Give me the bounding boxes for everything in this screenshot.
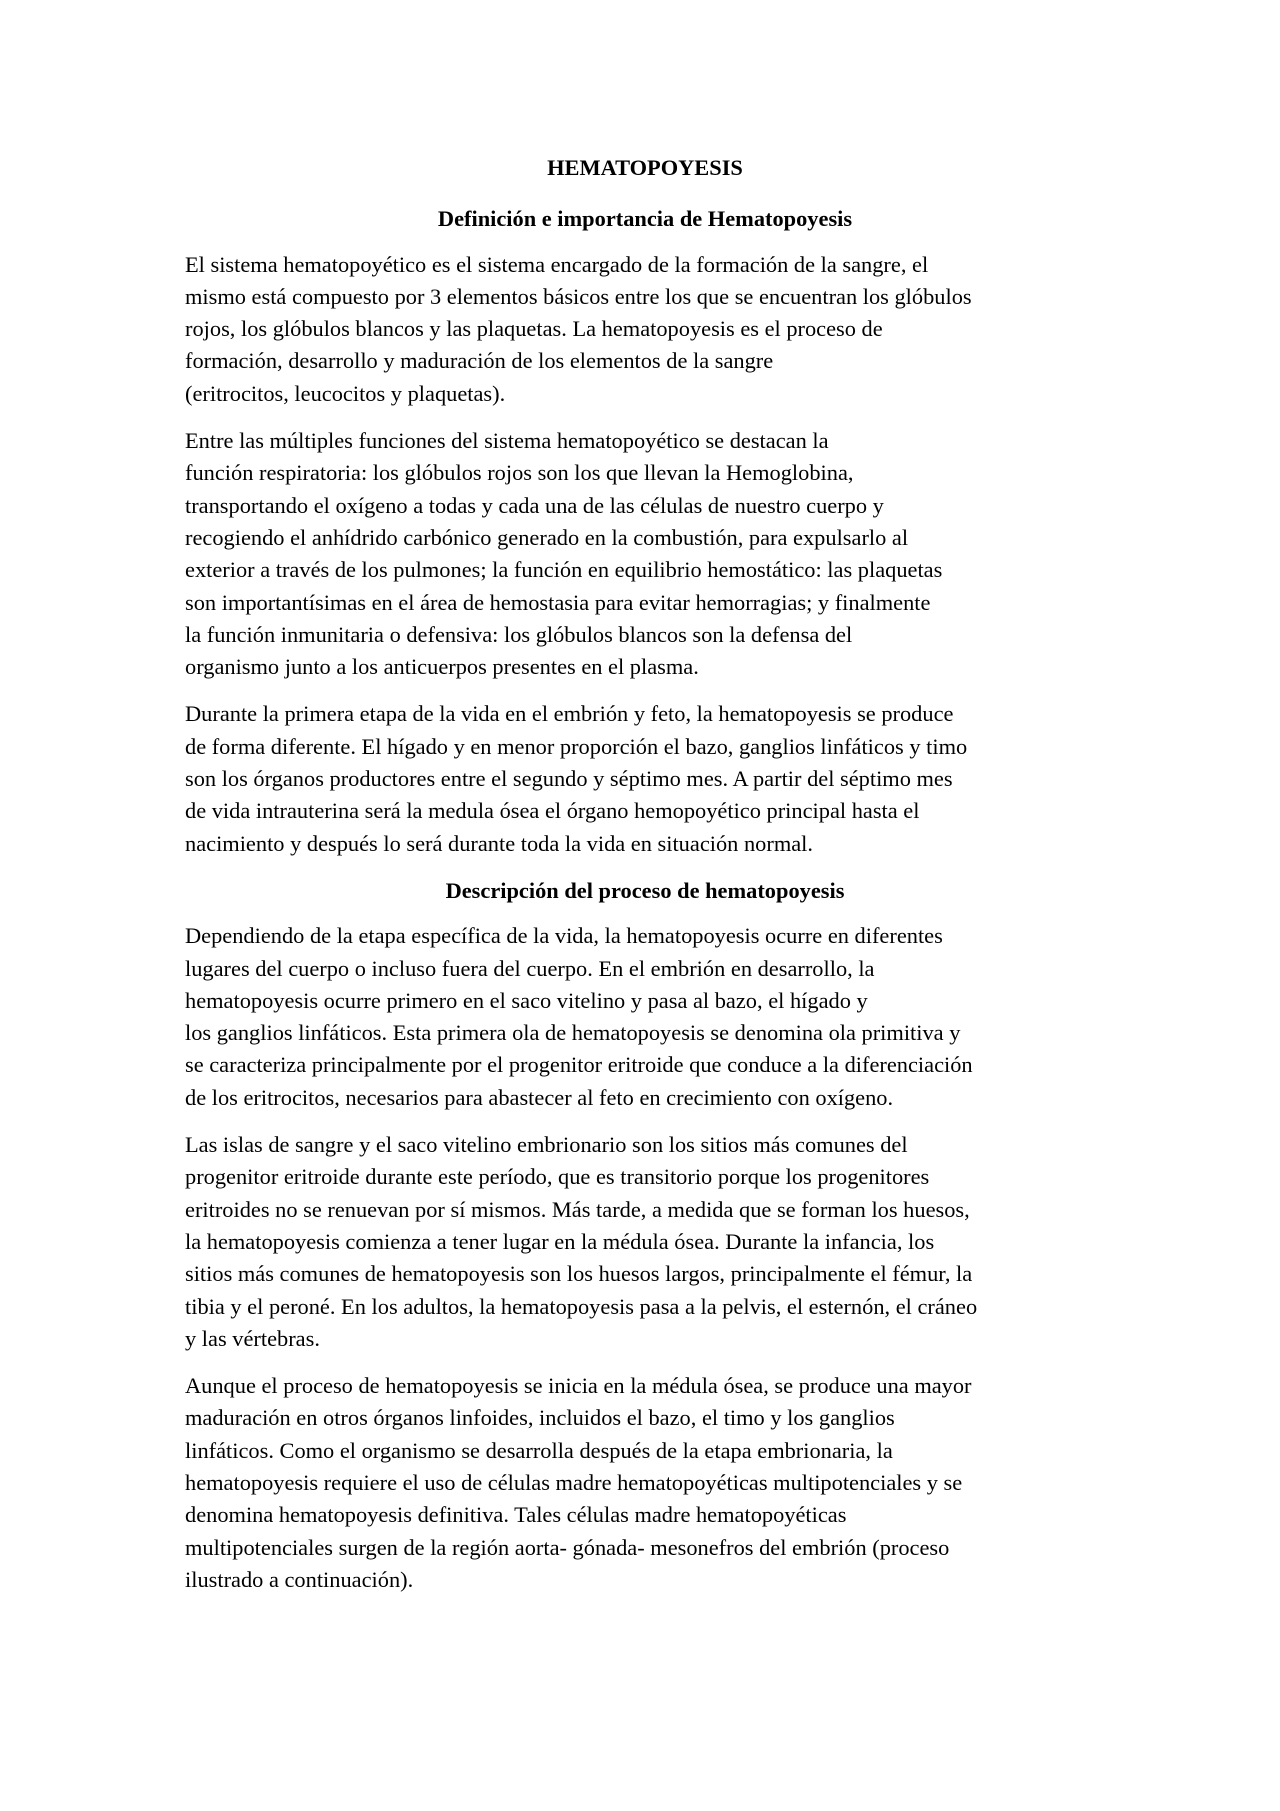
- text-line: la función inmunitaria o defensiva: los glóbulos blancos son la defensa del: [185, 621, 853, 647]
- text-line: exterior a través de los pulmones; la función en equilibrio hemostático: las plaquetas: [185, 557, 943, 583]
- text-line: organismo junto a los anticuerpos presentes en el plasma.: [185, 654, 699, 680]
- text-line: multipotenciales surgen de la región aorta- gónada- mesonefros del embrión (proceso: [185, 1534, 950, 1560]
- text-line: eritroides no se renuevan por sí mismos. Más tarde, a medida que se forman los huesos,: [185, 1196, 970, 1222]
- text-line: de los eritrocitos, necesarios para abastecer al feto en crecimiento con oxígeno.: [185, 1084, 894, 1110]
- text-line: progenitor eritroide durante este período, que es transitorio porque los progenitores: [185, 1164, 930, 1190]
- text-line: son importantísimas en el área de hemostasia para evitar hemorragias; y finalmente: [185, 589, 931, 615]
- text-line: hematopoyesis ocurre primero en el saco vitelino y pasa al bazo, el hígado y: [185, 987, 868, 1013]
- text-line: formación, desarrollo y maduración de los elementos de la sangre: [185, 348, 774, 374]
- text-line: tibia y el peroné. En los adultos, la hematopoyesis pasa a la pelvis, el esternón, el cráneo: [185, 1293, 978, 1319]
- text-line: Aunque el proceso de hematopoyesis se inicia en la médula ósea, se produce una mayor: [185, 1373, 972, 1399]
- text-line: nacimiento y después lo será durante toda la vida en situación normal.: [185, 830, 813, 856]
- text-line: y las vértebras.: [185, 1325, 320, 1351]
- text-line: función respiratoria: los glóbulos rojos son los que llevan la Hemoglobina,: [185, 460, 854, 486]
- text-line: hematopoyesis requiere el uso de células madre hematopoyéticas multipotenciales y se: [185, 1469, 963, 1495]
- paragraph: [185, 249, 1105, 410]
- text-line: rojos, los glóbulos blancos y las plaquetas. La hematopoyesis es el proceso de: [185, 316, 883, 342]
- text-line: transportando el oxígeno a todas y cada una de las células de nuestro cuerpo y: [185, 492, 884, 518]
- text-line: los ganglios linfáticos. Esta primera ola de hematopoyesis se denomina ola primitiva y: [185, 1020, 961, 1046]
- text-line: denomina hematopoyesis definitiva. Tales células madre hematopoyéticas: [185, 1502, 847, 1528]
- text-line: mismo está compuesto por 3 elementos básicos entre los que se encuentran los glóbulos: [185, 283, 972, 309]
- text-line: la hematopoyesis comienza a tener lugar en la médula ósea. Durante la infancia, los: [185, 1228, 935, 1254]
- text-line: linfáticos. Como el organismo se desarrolla después de la etapa embrionaria, la: [185, 1437, 893, 1463]
- text-line: de vida intrauterina será la medula ósea el órgano hemopoyético principal hasta el: [185, 798, 920, 824]
- text-line: Entre las múltiples funciones del sistema hematopoyético se destacan la: [185, 428, 829, 454]
- text-line: recogiendo el anhídrido carbónico generado en la combustión, para expulsarlo al: [185, 524, 909, 550]
- text-line: maduración en otros órganos linfoides, incluidos el bazo, el timo y los ganglios: [185, 1405, 895, 1431]
- text-line: ilustrado a continuación).: [185, 1566, 414, 1592]
- text-line: son los órganos productores entre el segundo y séptimo mes. A partir del séptimo mes: [185, 766, 953, 792]
- document-title: HEMATOPOYESIS: [547, 155, 743, 180]
- text-line: Dependiendo de la etapa específica de la vida, la hematopoyesis ocurre en diferentes: [185, 923, 943, 949]
- text-line: Las islas de sangre y el saco vitelino embrionario son los sitios más comunes del: [185, 1132, 908, 1158]
- paragraph: [185, 698, 1105, 859]
- text-line: sitios más comunes de hematopoyesis son los huesos largos, principalmente el fémur, la: [185, 1261, 973, 1287]
- text-line: de forma diferente. El hígado y en menor proporción el bazo, ganglios linfáticos y timo: [185, 733, 968, 759]
- paragraph: [185, 425, 1105, 683]
- paragraph: [185, 1370, 1105, 1596]
- text-line: Durante la primera etapa de la vida en el embrión y feto, la hematopoyesis se produce: [185, 701, 954, 727]
- text-line: se caracteriza principalmente por el progenitor eritroide que conduce a la diferenciación: [185, 1052, 973, 1078]
- text-line: El sistema hematopoyético es el sistema encargado de la formación de la sangre, el: [185, 251, 929, 277]
- text-line: lugares del cuerpo o incluso fuera del cuerpo. En el embrión en desarrollo, la: [185, 955, 875, 981]
- paragraph: [185, 1129, 1105, 1355]
- section-heading-definicion: Definición e importancia de Hematopoyesis: [437, 206, 853, 232]
- section-heading-descripcion: Descripción del proceso de hematopoyesis: [445, 877, 845, 903]
- text-line: (eritrocitos, leucocitos y plaquetas).: [185, 380, 506, 406]
- document-content: [185, 152, 1105, 1611]
- paragraph: [185, 920, 1105, 1114]
